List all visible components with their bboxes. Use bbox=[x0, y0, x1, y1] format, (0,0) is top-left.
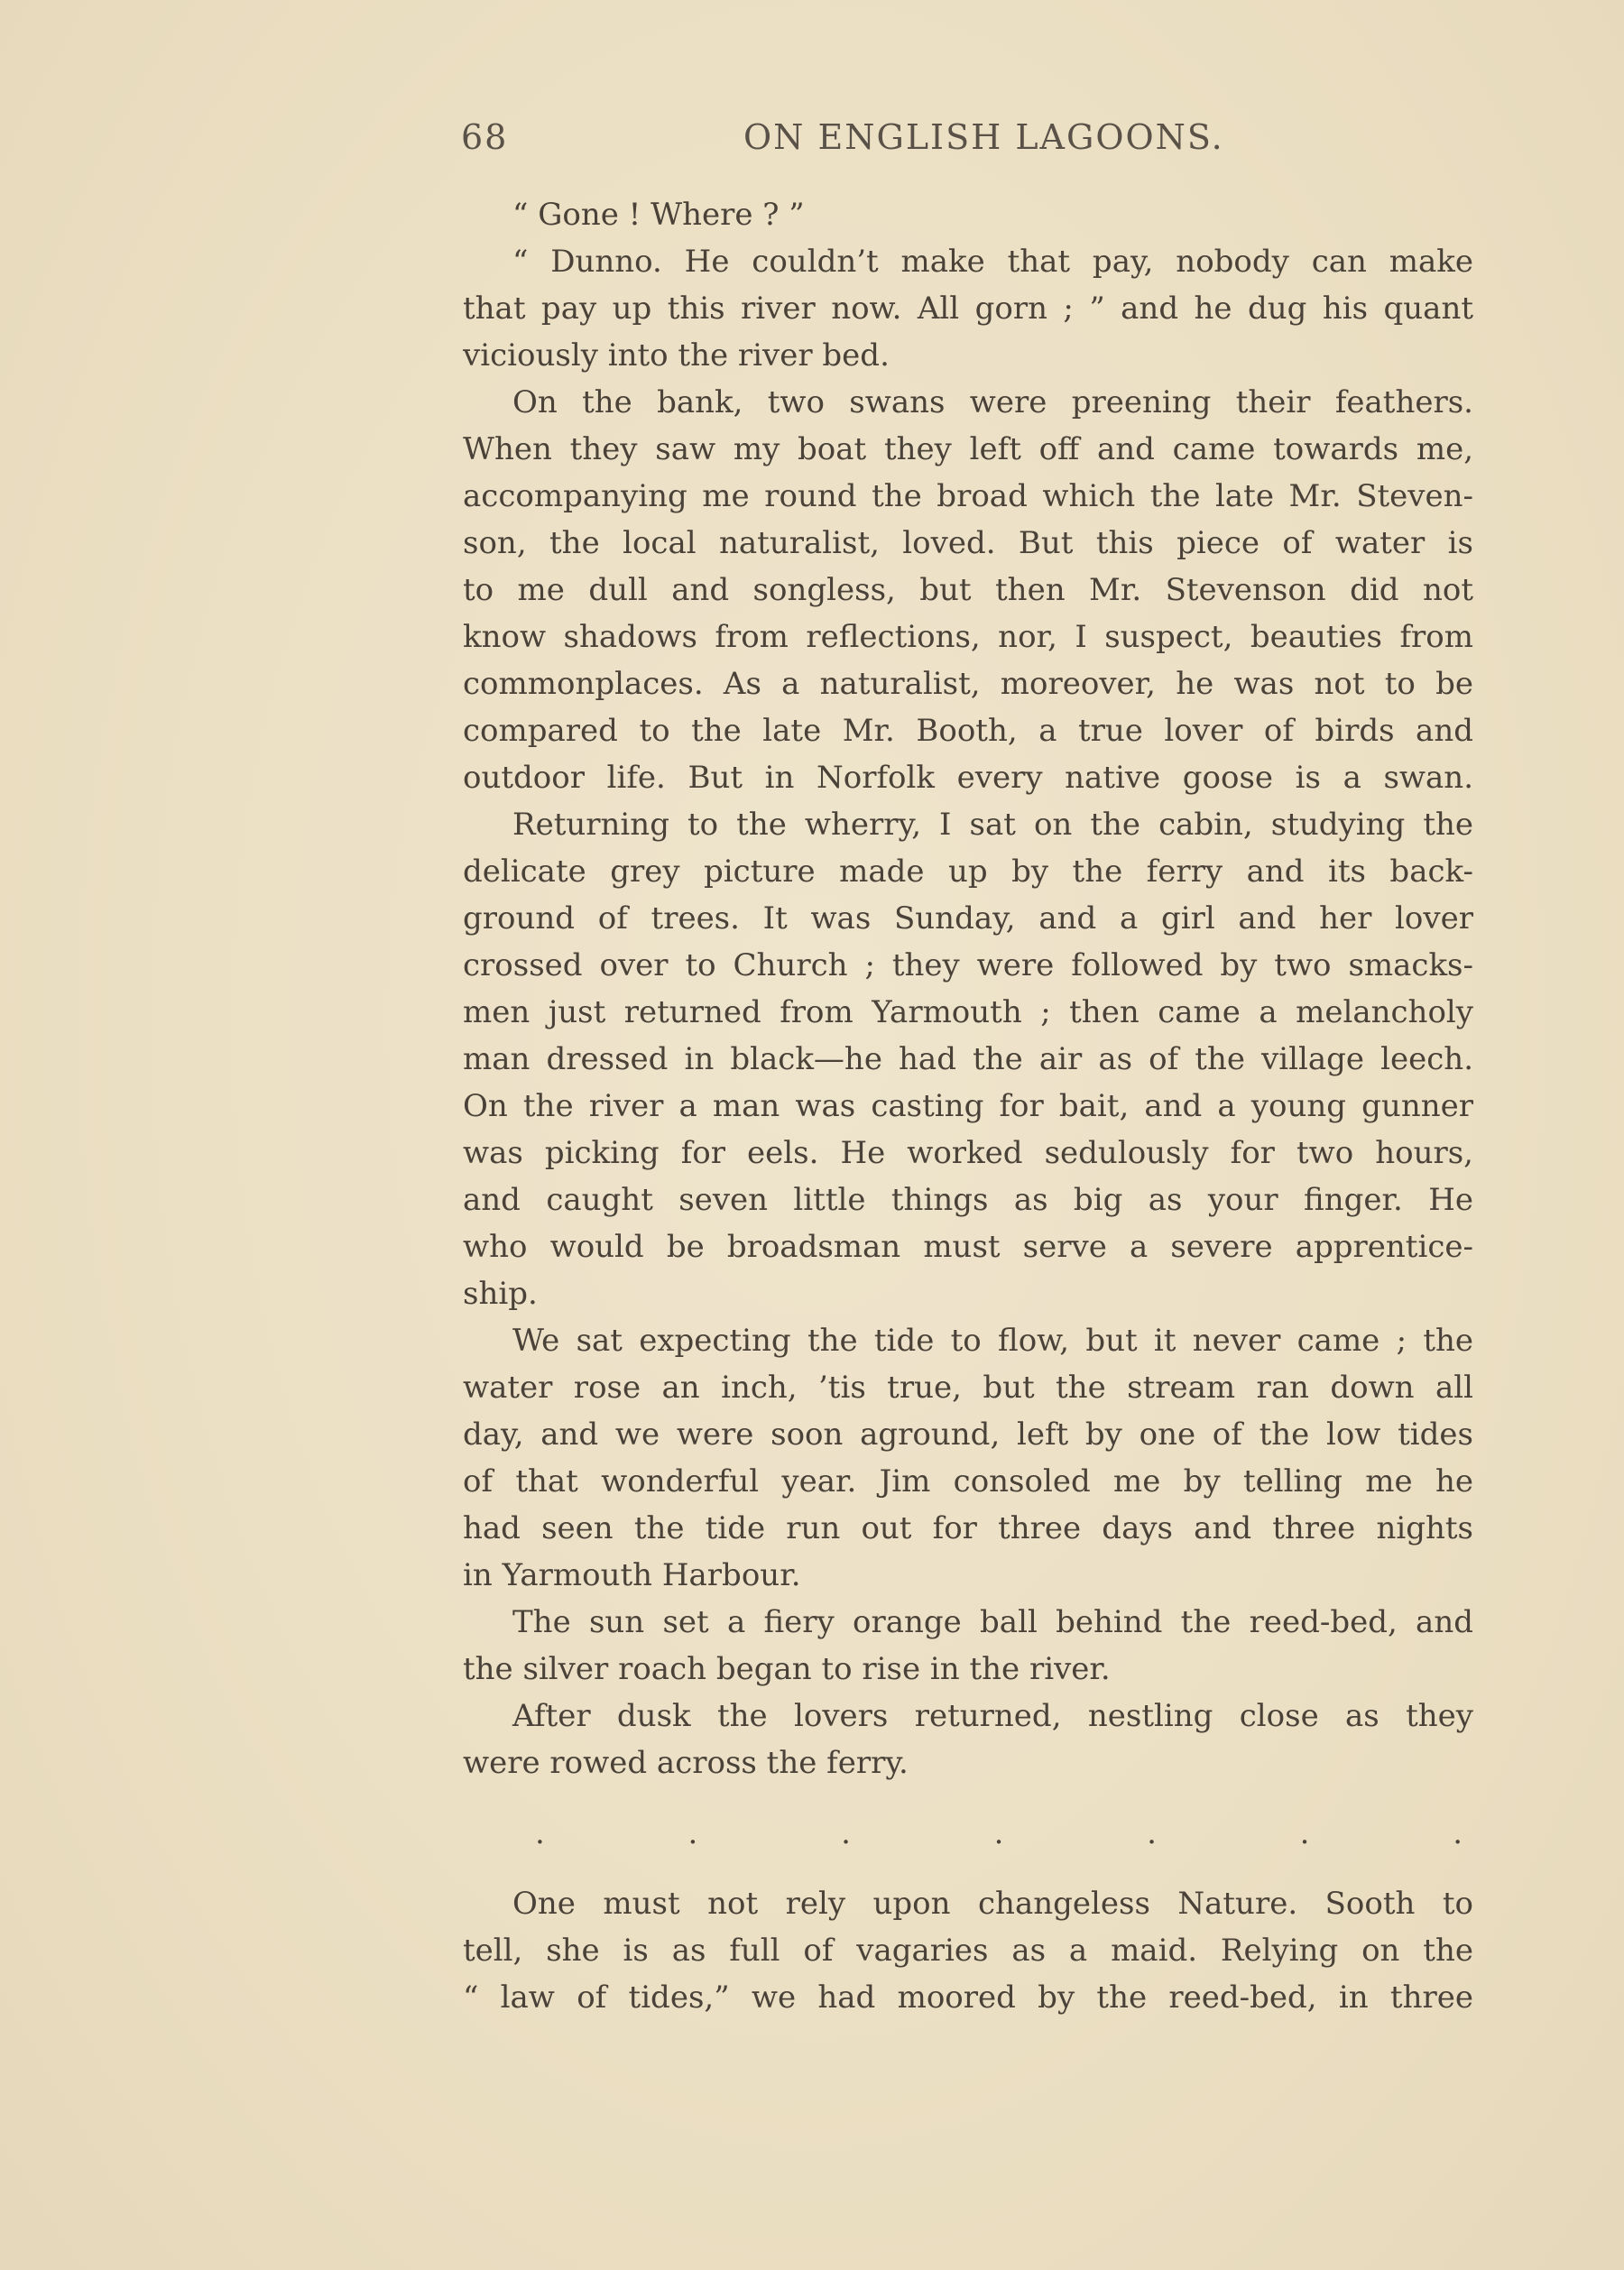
text-line: “ Dunno. He couldn’t make that pay, nobody can make bbox=[512, 244, 1473, 280]
text-line: compared to the late Mr. Booth, a true lover of birds and bbox=[463, 713, 1473, 749]
text-line: and caught seven little things as big as your finger. He bbox=[463, 1182, 1473, 1218]
text-line: accompanying me round the broad which the late Mr. Steven- bbox=[463, 478, 1473, 514]
text-line: commonplaces. As a naturalist, moreover, he was not to be bbox=[463, 666, 1473, 702]
body-text bbox=[463, 191, 1473, 2021]
text-line: After dusk the lovers returned, nestling close as they bbox=[512, 1698, 1473, 1734]
text-line: “ Gone ! Where ? ” bbox=[512, 197, 805, 233]
dot: . bbox=[993, 1815, 1004, 1851]
text-line: to me dull and songless, but then Mr. Stevenson did not bbox=[463, 572, 1473, 608]
text-line: know shadows from reflections, nor, I suspect, beauties from bbox=[463, 619, 1473, 655]
text-line: One must not rely upon changeless Nature. Sooth to bbox=[512, 1886, 1473, 1922]
running-title: ON ENGLISH LAGOONS. bbox=[743, 117, 1224, 157]
text-line: the silver roach began to rise in the river. bbox=[463, 1651, 1111, 1687]
text-line: water rose an inch, ’tis true, but the stream ran down all bbox=[463, 1370, 1473, 1406]
text-line: When they saw my boat they left off and came towards me, bbox=[463, 431, 1473, 467]
page-header bbox=[461, 117, 1475, 171]
text-line: day, and we were soon aground, left by one of the low tides bbox=[463, 1416, 1473, 1453]
dot: . bbox=[687, 1815, 698, 1851]
text-line: viciously into the river bed. bbox=[463, 337, 890, 374]
text-line: of that wonderful year. Jim consoled me by telling me he bbox=[463, 1463, 1473, 1499]
text-line: ground of trees. It was Sunday, and a girl and her lover bbox=[463, 900, 1473, 937]
dot: . bbox=[535, 1815, 545, 1851]
text-line: The sun set a fiery orange ball behind the reed-bed, and bbox=[512, 1604, 1473, 1640]
text-line: were rowed across the ferry. bbox=[463, 1745, 909, 1781]
text-line: ship. bbox=[463, 1276, 538, 1312]
text-line: who would be broadsman must serve a severe apprentice- bbox=[463, 1229, 1473, 1265]
text-line: had seen the tide run out for three days and three nights bbox=[463, 1510, 1473, 1546]
dot: . bbox=[1453, 1815, 1463, 1851]
text-line: Returning to the wherry, I sat on the cabin, studying the bbox=[512, 807, 1473, 843]
text-line: that pay up this river now. All gorn ; ” and he dug his quant bbox=[463, 291, 1473, 327]
text-line: We sat expecting the tide to flow, but it never came ; the bbox=[512, 1323, 1473, 1359]
dot: . bbox=[1299, 1815, 1310, 1851]
text-line: son, the local naturalist, loved. But this piece of water is bbox=[463, 525, 1473, 561]
text-line: outdoor life. But in Norfolk every native goose is a swan. bbox=[463, 760, 1473, 796]
text-line: tell, she is as full of vagaries as a maid. Relying on the bbox=[463, 1933, 1473, 1969]
text-line: delicate grey picture made up by the ferry and its back- bbox=[463, 854, 1473, 890]
text-line: crossed over to Church ; they were followed by two smacks- bbox=[463, 947, 1473, 983]
text-line: was picking for eels. He worked sedulously for two hours, bbox=[463, 1135, 1473, 1171]
page-number: 68 bbox=[461, 117, 509, 157]
text-line: “ law of tides,” we had moored by the reed-bed, in three bbox=[463, 1979, 1473, 2016]
text-line: in Yarmouth Harbour. bbox=[463, 1557, 801, 1593]
dot: . bbox=[1147, 1815, 1157, 1851]
section-break-dots bbox=[463, 1786, 1473, 1880]
dot: . bbox=[841, 1815, 851, 1851]
text-line: On the river a man was casting for bait, and a young gunner bbox=[463, 1088, 1473, 1124]
text-line: men just returned from Yarmouth ; then came a melancholy bbox=[463, 994, 1473, 1030]
text-line: man dressed in black—he had the air as of the village leech. bbox=[463, 1041, 1473, 1077]
text-line: On the bank, two swans were preening their feathers. bbox=[512, 384, 1473, 420]
